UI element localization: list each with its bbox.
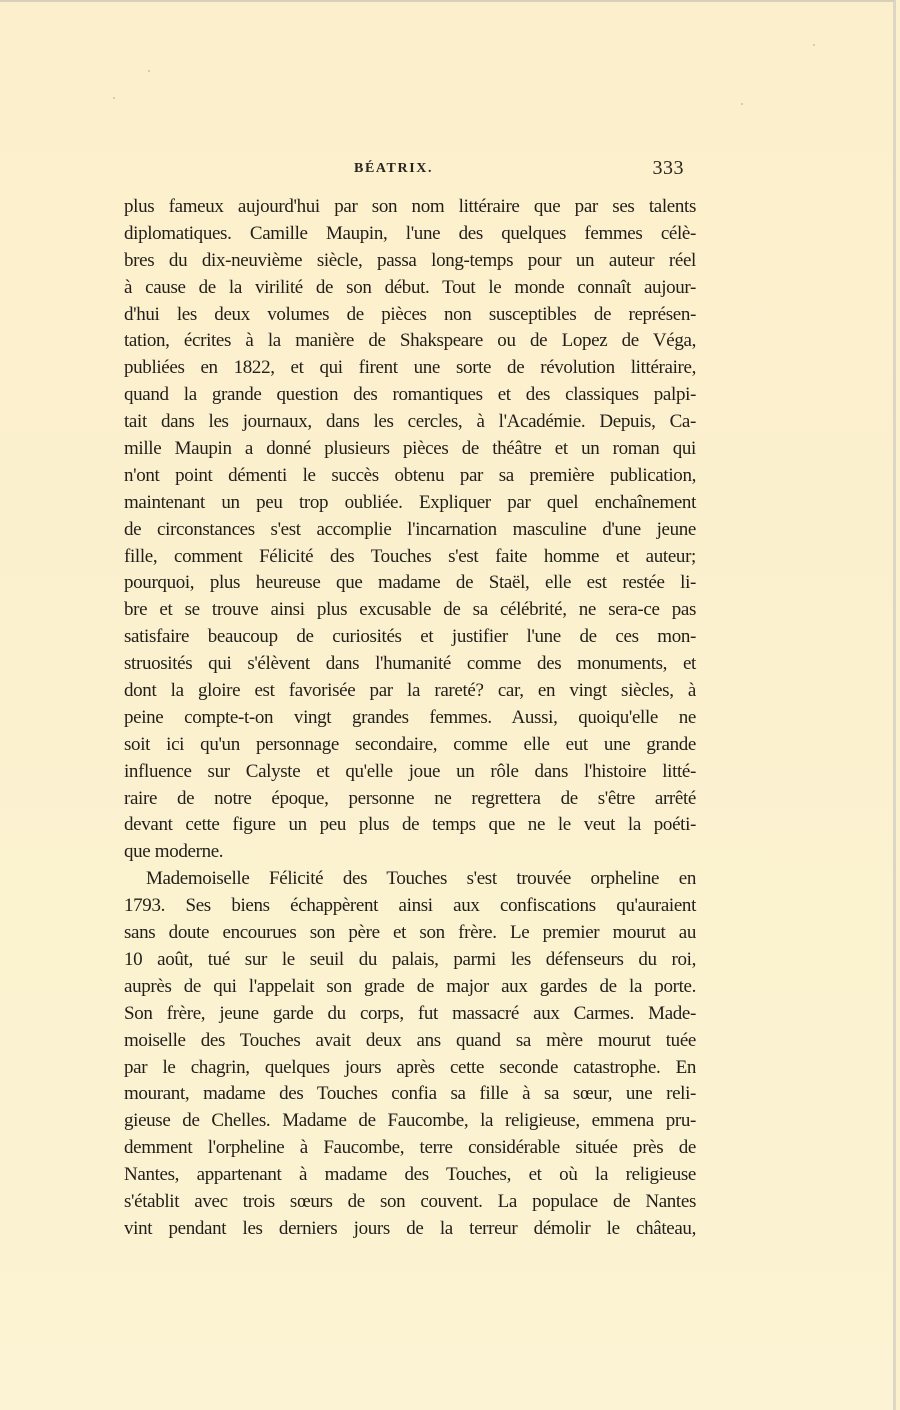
text-line: Son frère, jeune garde du corps, fut massacré aux Carmes. Made- [124,1002,696,1024]
text-line: demment l'orpheline à Faucombe, terre considérable située près de [124,1137,696,1159]
text-line: sans doute encourues son père et son frère. Le premier mourut au [124,922,696,944]
paper-speck [741,103,743,105]
text-line: Mademoiselle Félicité des Touches s'est trouvée orpheline en [146,868,696,890]
text-line: tait dans les journaux, dans les cercles, à l'Académie. Depuis, Ca- [124,411,696,433]
text-line: plus fameux aujourd'hui par son nom littéraire que par ses talents [124,196,696,217]
text-line: d'hui les deux volumes de pièces non susceptibles de représen- [124,303,696,325]
text-line: moiselle des Touches avait deux ans quand sa mère mourut tuée [124,1029,696,1051]
text-line: s'établit avec trois sœurs de son couvent. La populace de Nantes [124,1190,696,1212]
text-line: satisfaire beaucoup de curiosités et justifier l'une de ces mon- [124,626,696,648]
text-line: fille, comment Félicité des Touches s'est faite homme et auteur; [124,545,696,567]
text-line: 10 août, tué sur le seuil du palais, parmi les défenseurs du roi, [124,948,696,970]
body-text [124,194,696,1243]
text-line: soit ici qu'un personnage secondaire, comme elle eut une grande [124,733,696,755]
text-line: 1793. Ses biens échappèrent ainsi aux confiscations qu'auraient [124,895,696,917]
text-line: n'ont point démenti le succès obtenu par sa première publication, [124,464,696,486]
text-line: Nantes, appartenant à madame des Touches, et où la religieuse [124,1164,696,1186]
text-line: raire de notre époque, personne ne regrettera de s'être arrêté [124,787,696,809]
text-line: à cause de la virilité de son début. Tout le monde connaît aujour- [124,276,696,298]
text-line: bre et se trouve ainsi plus excusable de sa célébrité, ne sera-ce pas [124,599,696,621]
text-line: peine compte-t-on vingt grandes femmes. Aussi, quoiqu'elle ne [124,706,696,728]
paper-speck [148,70,150,72]
text-line: mille Maupin a donné plusieurs pièces de théâtre et un roman qui [124,438,696,460]
text-line: struosités qui s'élèvent dans l'humanité comme des monuments, et [124,653,696,675]
text-line: vint pendant les derniers jours de la terreur démolir le château, [124,1217,696,1239]
text-line: influence sur Calyste et qu'elle joue un rôle dans l'histoire litté- [124,760,696,782]
text-line: diplomatiques. Camille Maupin, l'une des quelques femmes célè- [124,222,696,244]
text-line: de circonstances s'est accomplie l'incarnation masculine d'une jeune [124,518,696,540]
text-line: gieuse de Chelles. Madame de Faucombe, la religieuse, emmena pru- [124,1110,696,1132]
text-line: dont la gloire est favorisée par la rareté? car, en vingt siècles, à [124,680,696,702]
text-line: maintenant un peu trop oubliée. Expliquer par quel enchaînement [124,491,696,513]
text-line: tation, écrites à la manière de Shakspeare ou de Lopez de Véga, [124,330,696,352]
text-line: publiées en 1822, et qui firent une sorte de révolution littéraire, [124,357,696,379]
paragraph [124,194,696,866]
running-head [124,159,696,183]
text-line: devant cette figure un peu plus de temps que ne le veut la poéti- [124,814,696,836]
paragraph [124,866,696,1242]
text-line: quand la grande question des romantiques et des classiques palpi- [124,384,696,406]
text-line: bres du dix-neuvième siècle, passa long-temps pour un auteur réel [124,249,696,271]
paper-speck [113,97,115,99]
text-line: que moderne. [124,841,224,863]
text-line: auprès de qui l'appelait son grade de major aux gardes de la porte. [124,975,696,997]
text-line: par le chagrin, quelques jours après cette seconde catastrophe. En [124,1056,696,1078]
text-line: pourquoi, plus heureuse que madame de Staël, elle est restée li- [124,572,696,594]
page-number: 333 [652,157,684,179]
paper-speck [813,44,815,46]
running-title: BÉATRIX. [354,161,434,176]
text-line: mourant, madame des Touches confia sa fille à sa sœur, une reli- [124,1083,696,1105]
